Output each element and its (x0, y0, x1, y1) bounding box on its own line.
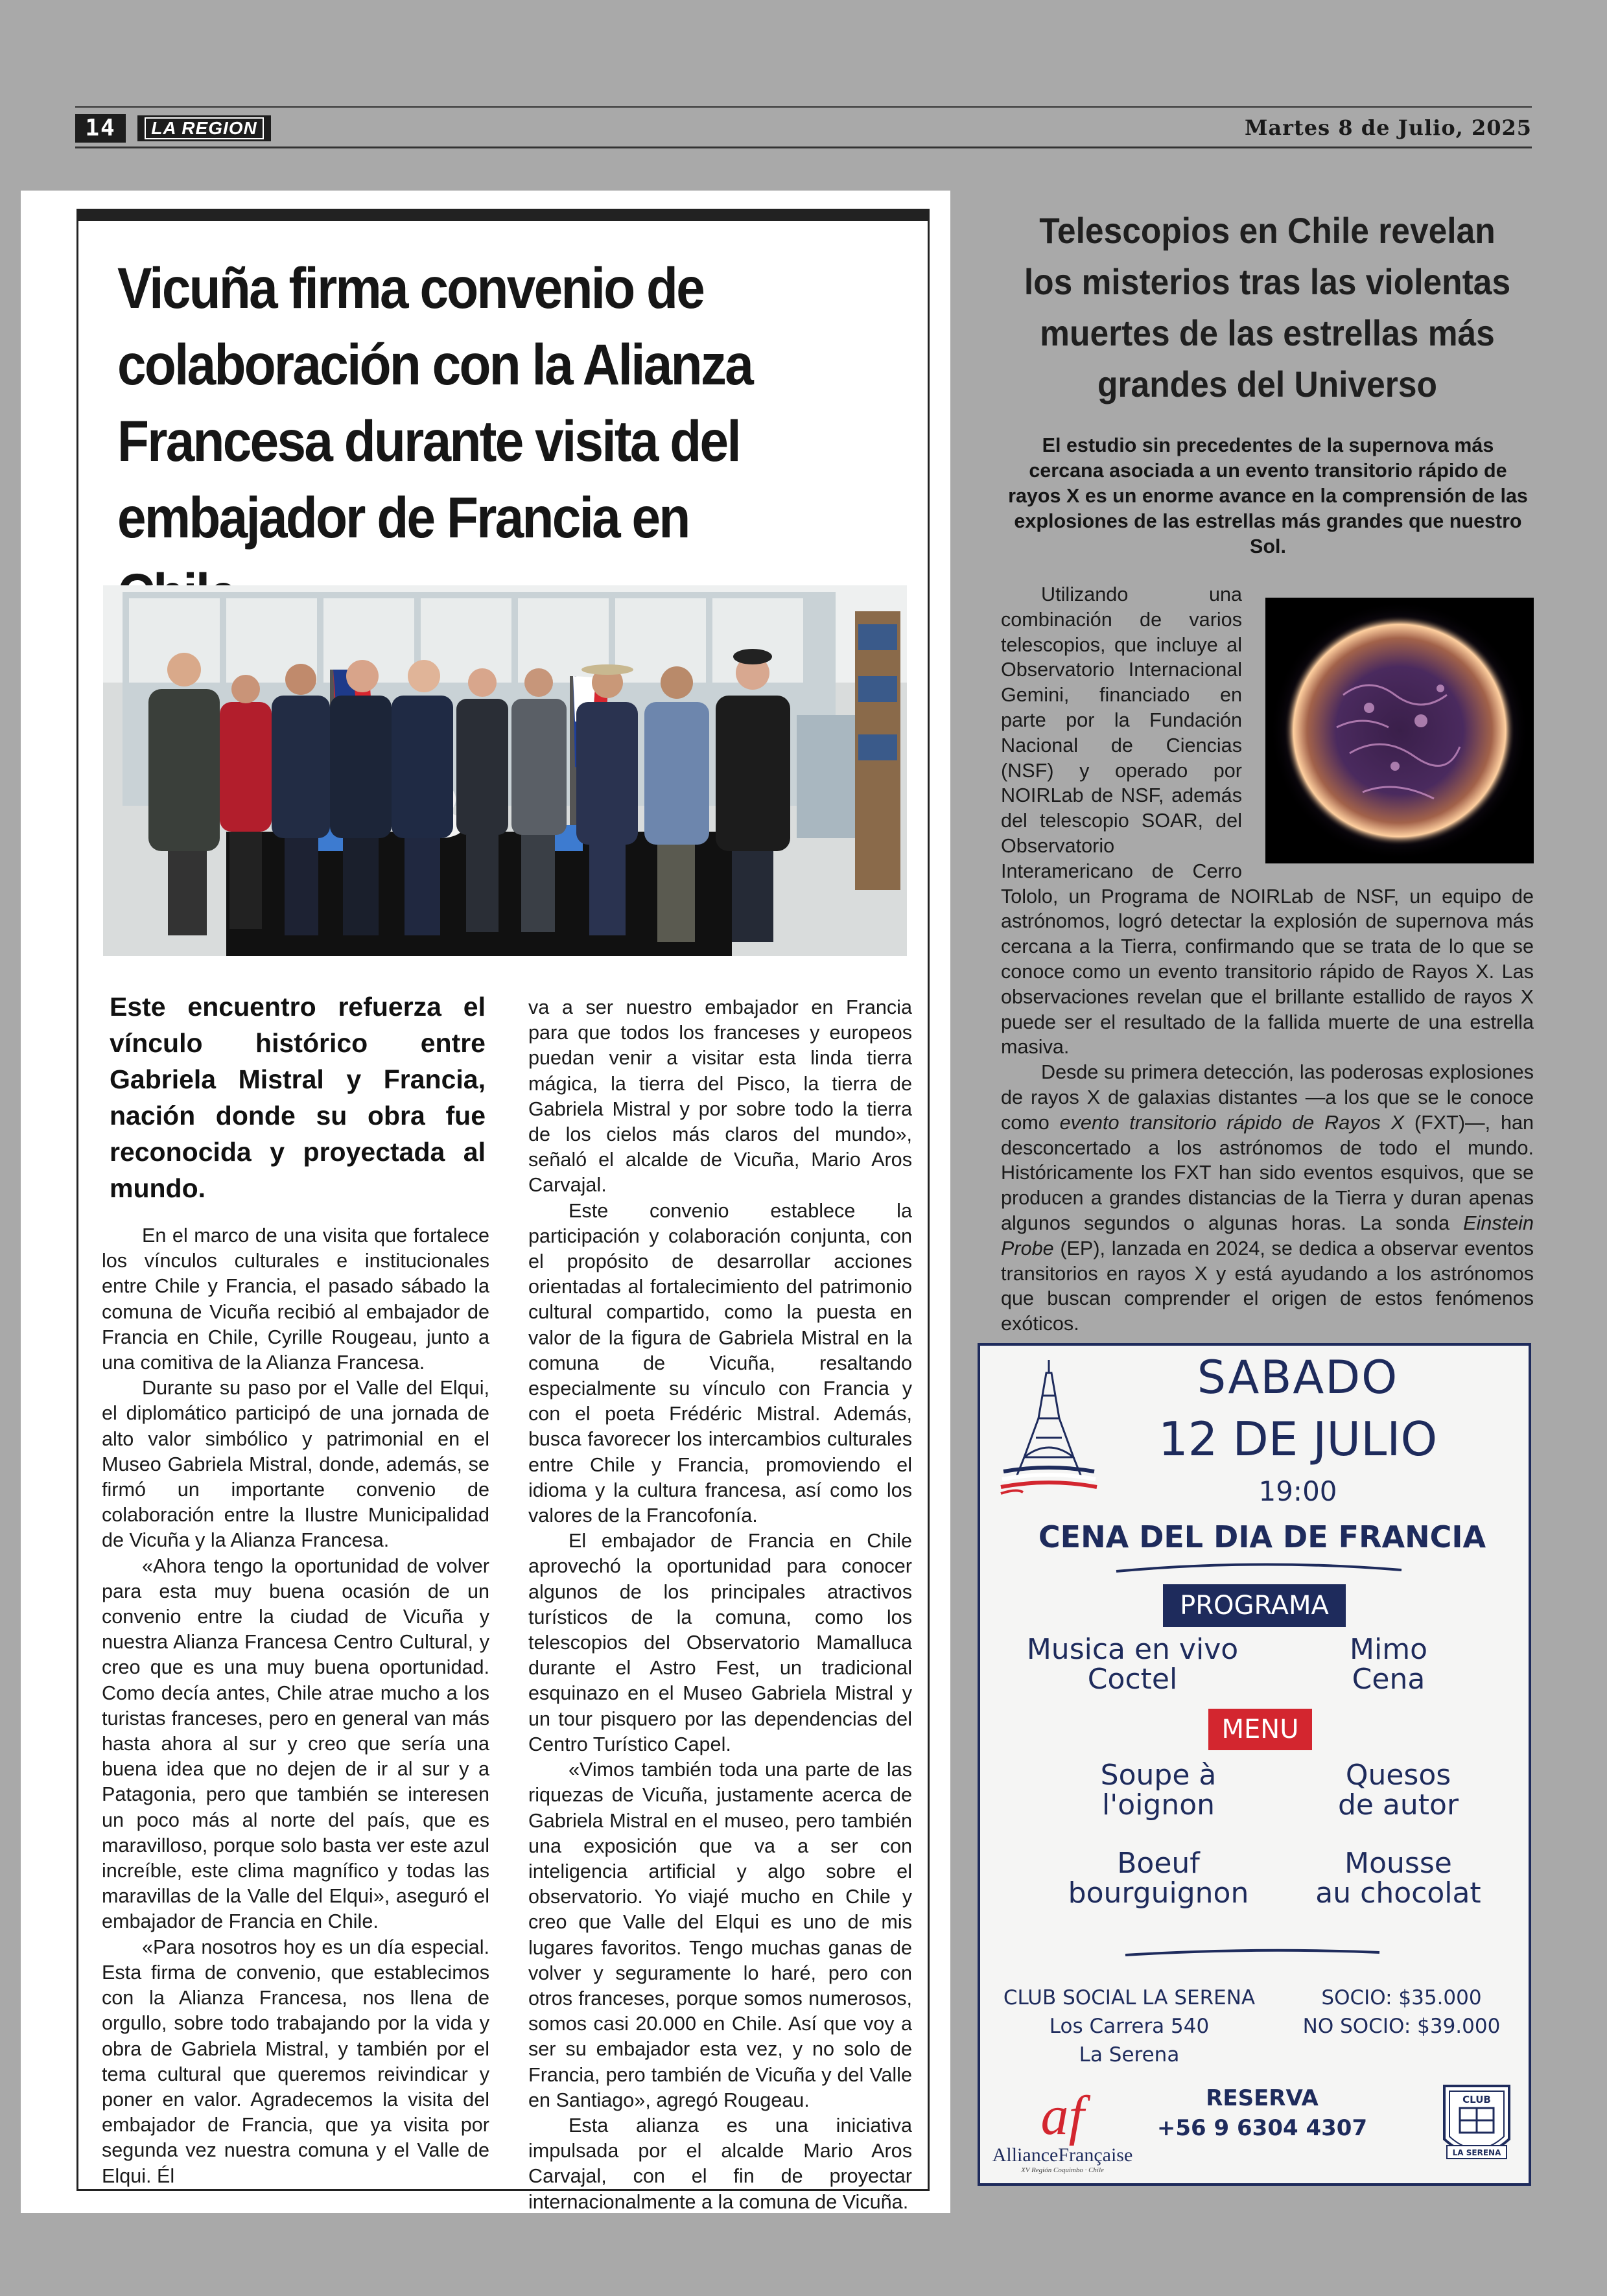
af-subtitle: XV Región Coquimbo · Chile (1021, 2166, 1104, 2174)
alliance-francaise-logo (988, 2081, 1137, 2178)
svg-text:af: af (1040, 2084, 1085, 2146)
program-item: Mimo (1350, 1633, 1427, 1666)
header-rule-top (75, 106, 1532, 108)
group-photo-illustration (103, 585, 907, 956)
side-article-paragraph: Utilizando una combinación de varios telescopios, que incluye al Observatorio Internacional Gemini, financiado en parte por la Fundación Nacional de Ciencias (NSF) y operado por NOIRLab de NSF, además del telescopio SOAR, del Observatorio Interamericano de Cerro Tololo, un Programa de NOIRLab de NSF, un equipo de astrónomos, logró detectar la explosión de supernova más cercana a la Tierra, confirmando que se trata de lo que se conoce como un evento transitorio rápido de Rayos X. Las observaciones revelan que el brillante estallido de rayos X puede ser el resultado de la fallida muerte de una estrella masiva. (1001, 583, 1534, 1059)
ad-divider (1123, 1947, 1382, 1958)
menu-item (1291, 1761, 1505, 1820)
af-monogram-icon (988, 2081, 1137, 2146)
menu-line: de autor (1337, 1788, 1459, 1822)
venue-name: CLUB SOCIAL LA SERENA (1003, 1986, 1256, 2009)
article-paragraph: «Ahora tengo la oportunidad de volver para esta muy buena ocasión de un convenio entre la ciudad de Vicuña y nuestra Alianza Francesa Centro Cultural, y creo que es una muy buena oportunidad. Como decía antes, Chile atrae mucho a los turistas franceses, pero en general van más hasta ahora al sur y creo que sería una buena idea que no dejen de ir al sur y a Patagonia, pero que también se interesen un poco más al norte del país, que es maravilloso, porque solo basta ver este azul increíble, este clima magnífico y todas las maravillas de la Valle del Elqui», aseguró el embajador de Francia en Chile. (102, 1554, 489, 1933)
menu-line: bourguignon (1068, 1877, 1249, 1910)
program-item: Musica en vivo (1026, 1633, 1239, 1666)
program-item: Coctel (1087, 1663, 1178, 1696)
main-headline: Vicuña firma convenio de colaboración con la Alianza Francesa durante visita del embajador de Francia en (117, 255, 753, 550)
side-emphasis: evento transitorio rápido de Rayos X (1059, 1111, 1405, 1134)
menu-line: Soupe à (1100, 1759, 1217, 1792)
side-article-paragraph (1001, 1060, 1534, 1337)
club-crest-icon (1438, 2081, 1516, 2172)
eiffel-tower-icon (997, 1360, 1101, 1496)
article-paragraph: En el marco de una visita que fortalece los vínculos culturales e institucionales entre Chile y Francia, el pasado sábado la comuna de Vicuña recibió al embajador de Francia en Chile, Cyrille Rougeau, junto a una comitiva de la Alianza Francesa. (102, 1224, 489, 1374)
newspaper-name (137, 115, 271, 141)
menu-line: l'oignon (1101, 1788, 1215, 1822)
menu-item (1291, 1849, 1505, 1908)
menu-item (1032, 1761, 1285, 1820)
ad-time: 19:00 (1258, 1475, 1337, 1507)
article-paragraph: El embajador de Francia en Chile aprovechó la oportunidad para conocer algunos de los principales atractivos turísticos de la comuna, como los telescopios del Observatorio Mamalluca durante el Astro Fest, un tradicional esquinazo en el Museo Gabriela Mistral y un tour pisquero por las dependencias del Centro Turístico Capel. (528, 1530, 912, 1755)
side-emphasis: Einstein Probe (1001, 1212, 1534, 1259)
menu-item (1032, 1849, 1285, 1908)
menu-line: Mousse (1344, 1847, 1452, 1880)
ad-day: SABADO (1197, 1351, 1399, 1404)
program-right (1291, 1635, 1486, 1694)
menu-label: MENU (1208, 1709, 1312, 1750)
ad-date: 12 DE JULIO (1158, 1412, 1438, 1466)
event-advertisement (978, 1343, 1531, 2186)
price-member: SOCIO: $35.000 (1321, 1986, 1482, 2009)
side-text: (EP), lanzada en 2024, se dedica a observar eventos transitorios en rayos X y está ayudando a los astrónomos que buscan comprender el origen de estos fenómenos exóticos. (1001, 1237, 1534, 1335)
main-article (76, 209, 930, 2213)
venue-address: Los Carrera 540 (1049, 2015, 1210, 2038)
reservation-label: RESERVA (1206, 2085, 1319, 2111)
side-article-body (1001, 582, 1534, 1337)
article-column-1 (102, 1223, 489, 2189)
price-info (1291, 1984, 1512, 2041)
article-paragraph: «Vimos también toda una parte de las riquezas de Vicuña, justamente acerca de Gabriela Mistral en el museo, pero también una exposición que va a ser con inteligencia artificial y algo sobre el observatorio. Yo viajé mucho en Chile y creo que Valle del Elqui es uno de mis lugares favoritos. Tengo muchas ganas de volver y seguramente lo haré, pero con otros franceses, porque somos numerosos, somos casi 20.000 en Chile. Así que voy a ser su embajador esta vez, y no solo de Francia, pero también de Vicuña y del Valle en Santiago», agregó Rougeau. (528, 1759, 912, 2111)
ad-swoosh-divider (1110, 1558, 1408, 1578)
header-rule-bottom (75, 146, 1532, 148)
ad-event-title: CENA DEL DIA DE FRANCIA (1038, 1519, 1486, 1554)
article-paragraph: Durante su paso por el Valle del Elqui, el diplomático participó de una jornada de alto valor simbólico y patrimonial en el Museo Gabriela Mistral, donde, además, se firmó un importante convenio de colaboración entre la Ilustre Municipalidad de Vicuña y la Alianza Francesa. (102, 1377, 489, 1552)
side-article-title: Telescopios en Chile revelan los misterios tras las violentas muertes de las estrellas más grandes del Universo (1024, 210, 1511, 404)
menu-line: au chocolat (1315, 1877, 1481, 1910)
article-subhead: Este encuentro refuerza el vínculo histórico entre Gabriela Mistral y Francia, nación donde su obra fue reconocida y proyectada al mundo. (110, 992, 486, 1203)
supernova-illustration (1265, 598, 1534, 863)
side-text: Desde su primera detección, las poderosas explosiones de rayos X de galaxias distantes —a los que se le conoce como (1001, 1061, 1534, 1134)
venue-info (987, 1984, 1272, 2069)
af-name: AllianceFrançaise (992, 2144, 1133, 2166)
article-paragraph: Esta alianza es una iniciativa impulsada por el alcalde Mario Aros Carvajal, con el fin de proyectar internacionalmente a la comuna de Vicuña. (528, 2114, 912, 2213)
issue-date: Martes 8 de Julio, 2025 (1245, 115, 1532, 140)
reservation-phone: +56 9 6304 4307 (1156, 2115, 1368, 2141)
menu-line: Boeuf (1117, 1847, 1200, 1880)
crest-top-text: CLUB (1462, 2094, 1491, 2105)
venue-city: La Serena (1079, 2043, 1180, 2067)
article-top-bar (78, 211, 928, 221)
program-item: Cena (1352, 1663, 1425, 1696)
side-article-lead: El estudio sin precedentes de la supernova más cercana asociada a un evento transitorio rápido de rayos X es un enorme avance en la comprensión de las explosiones de las estrellas más grandes que nuestro Sol. (1008, 434, 1528, 557)
article-paragraph: va a ser nuestro embajador en Francia para que todos los franceses y europeos puedan venir a visitar esta linda tierra mágica, la tierra del Pisco, la tierra de Gabriela Mistral y por sobre todo la tierra de los cielos más claros del mundo», señaló el alcalde de Vicuña, Mario Aros Carvajal. (528, 996, 912, 1197)
menu-line: Quesos (1345, 1759, 1451, 1792)
side-text: (FXT)—, han desconcertado a los astrónomos de todo el mundo. Históricamente los FXT han sido eventos esquivos, que se producen a grandes distancias de la Tierra y duran apenas algunos segundos o algunas horas. La sonda (1001, 1111, 1534, 1234)
program-left (1006, 1635, 1259, 1694)
supernova-image (1265, 598, 1534, 863)
price-non-member: NO SOCIO: $39.000 (1302, 2015, 1501, 2038)
page-number: 14 (75, 114, 126, 143)
article-column-2 (528, 995, 912, 2215)
group-photo (103, 585, 907, 956)
newspaper-name-text: LA REGION (145, 117, 264, 139)
crest-bottom-text: LA SERENA (1452, 2148, 1501, 2157)
article-paragraph: «Para nosotros hoy es un día especial. Esta firma de convenio, que establecimos con la Alianza Francesa, nos llena de orgullo, sobre todo trabajando por la vida y obra de Gabriela Mistral, y también por el tema cultural que queremos reivindicar y poner en valor. Agradecemos la visita del embajador de Francia, que ya visita por segunda vez nuestra comuna y el Valle de Elqui. Él (102, 1936, 489, 2187)
reservation (1142, 2083, 1382, 2143)
program-label: PROGRAMA (1163, 1584, 1346, 1627)
article-paragraph: Este convenio establece la participación y colaboración conjunta, con el propósito de desarrollar acciones orientadas al fortalecimiento del patrimonio cultural compartido, como la puesta en valor de la figura de Gabriela Mistral en la comuna de Vicuña, resaltando especialmente su vínculo con Francia y con el poeta Frédéric Mistral. Además, busca favorecer los intercambios culturales entre Chile y Francia, promoviendo el idioma y la cultura francesa, así como los valores de la Francofonía. (528, 1199, 912, 1527)
